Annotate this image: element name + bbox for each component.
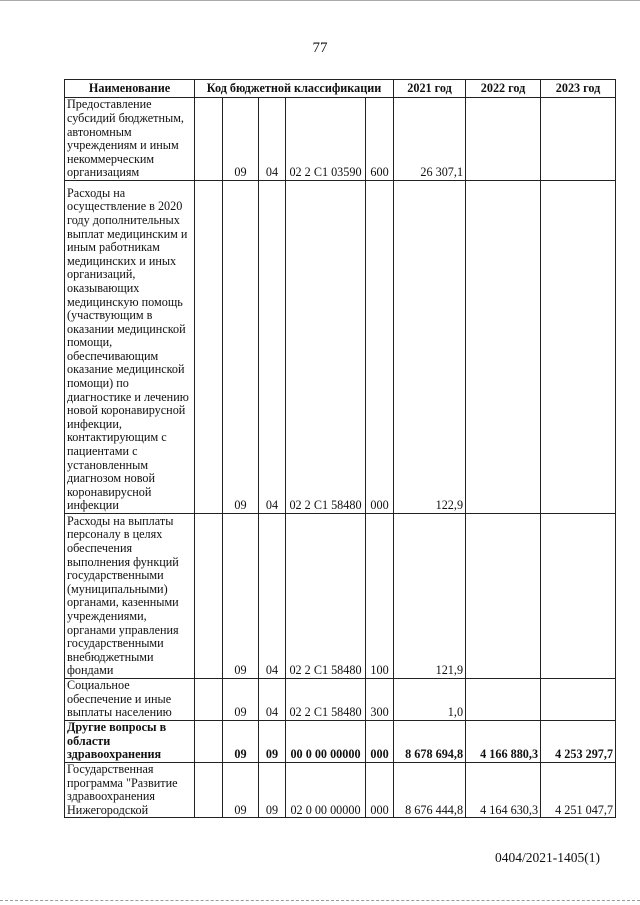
header-2021: 2021 год	[394, 80, 466, 98]
row-subsection: 09	[259, 763, 286, 818]
header-name: Наименование	[65, 80, 195, 98]
row-name: Другие вопросы в области здравоохранения	[65, 721, 195, 763]
row-subsection: 04	[259, 514, 286, 679]
header-code: Код бюджетной классификации	[195, 80, 394, 98]
row-section: 09	[223, 763, 259, 818]
header-2022: 2022 год	[466, 80, 541, 98]
row-2021: 8 678 694,8	[394, 721, 466, 763]
row-expense-type: 000	[366, 181, 394, 514]
row-subsection: 04	[259, 679, 286, 721]
row-2022	[466, 98, 541, 181]
document-code: 0404/2021-1405(1)	[495, 850, 600, 865]
row-2021: 26 307,1	[394, 98, 466, 181]
row-2022	[466, 181, 541, 514]
row-target-article: 02 2 С1 58480	[286, 514, 366, 679]
scan-edge-bottom	[0, 900, 640, 903]
row-blank-code	[195, 679, 223, 721]
row-2021: 1,0	[394, 679, 466, 721]
row-section: 09	[223, 98, 259, 181]
row-expense-type: 100	[366, 514, 394, 679]
row-subsection: 04	[259, 181, 286, 514]
table-row	[65, 98, 616, 181]
budget-table-container	[64, 79, 615, 818]
row-blank-code	[195, 181, 223, 514]
table-row	[65, 181, 616, 514]
row-expense-type: 300	[366, 679, 394, 721]
row-target-article: 02 2 С1 58480	[286, 679, 366, 721]
row-2023	[541, 181, 616, 514]
table-row	[65, 514, 616, 679]
row-section: 09	[223, 181, 259, 514]
row-section: 09	[223, 679, 259, 721]
row-2021: 8 676 444,8	[394, 763, 466, 818]
row-section: 09	[223, 514, 259, 679]
row-name: Предоставление субсидий бюджетным, автономным учреждениям и иным некоммерческим организациям	[65, 98, 195, 181]
row-expense-type: 600	[366, 98, 394, 181]
row-target-article: 02 2 С1 58480	[286, 181, 366, 514]
scan-edge-top	[0, 0, 640, 4]
row-subsection: 04	[259, 98, 286, 181]
row-name: Государственная программа "Развитие здравоохранения Нижегородской	[65, 763, 195, 818]
row-name: Расходы на выплаты персоналу в целях обеспечения выполнения функций государственными (муниципальными) органами, казенными учреждениями, органами управления государственными внебюджетными фондами	[65, 514, 195, 679]
row-2023: 4 251 047,7	[541, 763, 616, 818]
row-2022: 4 164 630,3	[466, 763, 541, 818]
row-2023	[541, 514, 616, 679]
page-number: 77	[312, 40, 328, 56]
header-2023: 2023 год	[541, 80, 616, 98]
row-subsection: 09	[259, 721, 286, 763]
row-blank-code	[195, 514, 223, 679]
row-blank-code	[195, 98, 223, 181]
row-2021: 122,9	[394, 181, 466, 514]
row-expense-type: 000	[366, 763, 394, 818]
row-blank-code	[195, 763, 223, 818]
row-2022	[466, 514, 541, 679]
table-row	[65, 721, 616, 763]
row-target-article: 02 2 С1 03590	[286, 98, 366, 181]
row-2023	[541, 679, 616, 721]
row-2021: 121,9	[394, 514, 466, 679]
row-name: Расходы на осуществление в 2020 году дополнительных выплат медицинским и иным работникам медицинских и иных организаций, оказывающих медицинскую помощь (участвующим в оказании медицинской помощи, обеспечивающим оказание медицинской помощи) по диагностике и лечению новой коронавирусной инфекции, контактирующим с пациентами с установленным диагнозом новой коронавирусной инфекции	[65, 181, 195, 514]
row-2023	[541, 98, 616, 181]
row-2022: 4 166 880,3	[466, 721, 541, 763]
table-row	[65, 763, 616, 818]
table-header-row	[65, 80, 616, 98]
row-target-article: 02 0 00 00000	[286, 763, 366, 818]
table-row	[65, 679, 616, 721]
row-target-article: 00 0 00 00000	[286, 721, 366, 763]
row-section: 09	[223, 721, 259, 763]
row-2023: 4 253 297,7	[541, 721, 616, 763]
row-blank-code	[195, 721, 223, 763]
row-2022	[466, 679, 541, 721]
budget-table	[64, 79, 616, 818]
row-name: Социальное обеспечение и иные выплаты населению	[65, 679, 195, 721]
row-expense-type: 000	[366, 721, 394, 763]
